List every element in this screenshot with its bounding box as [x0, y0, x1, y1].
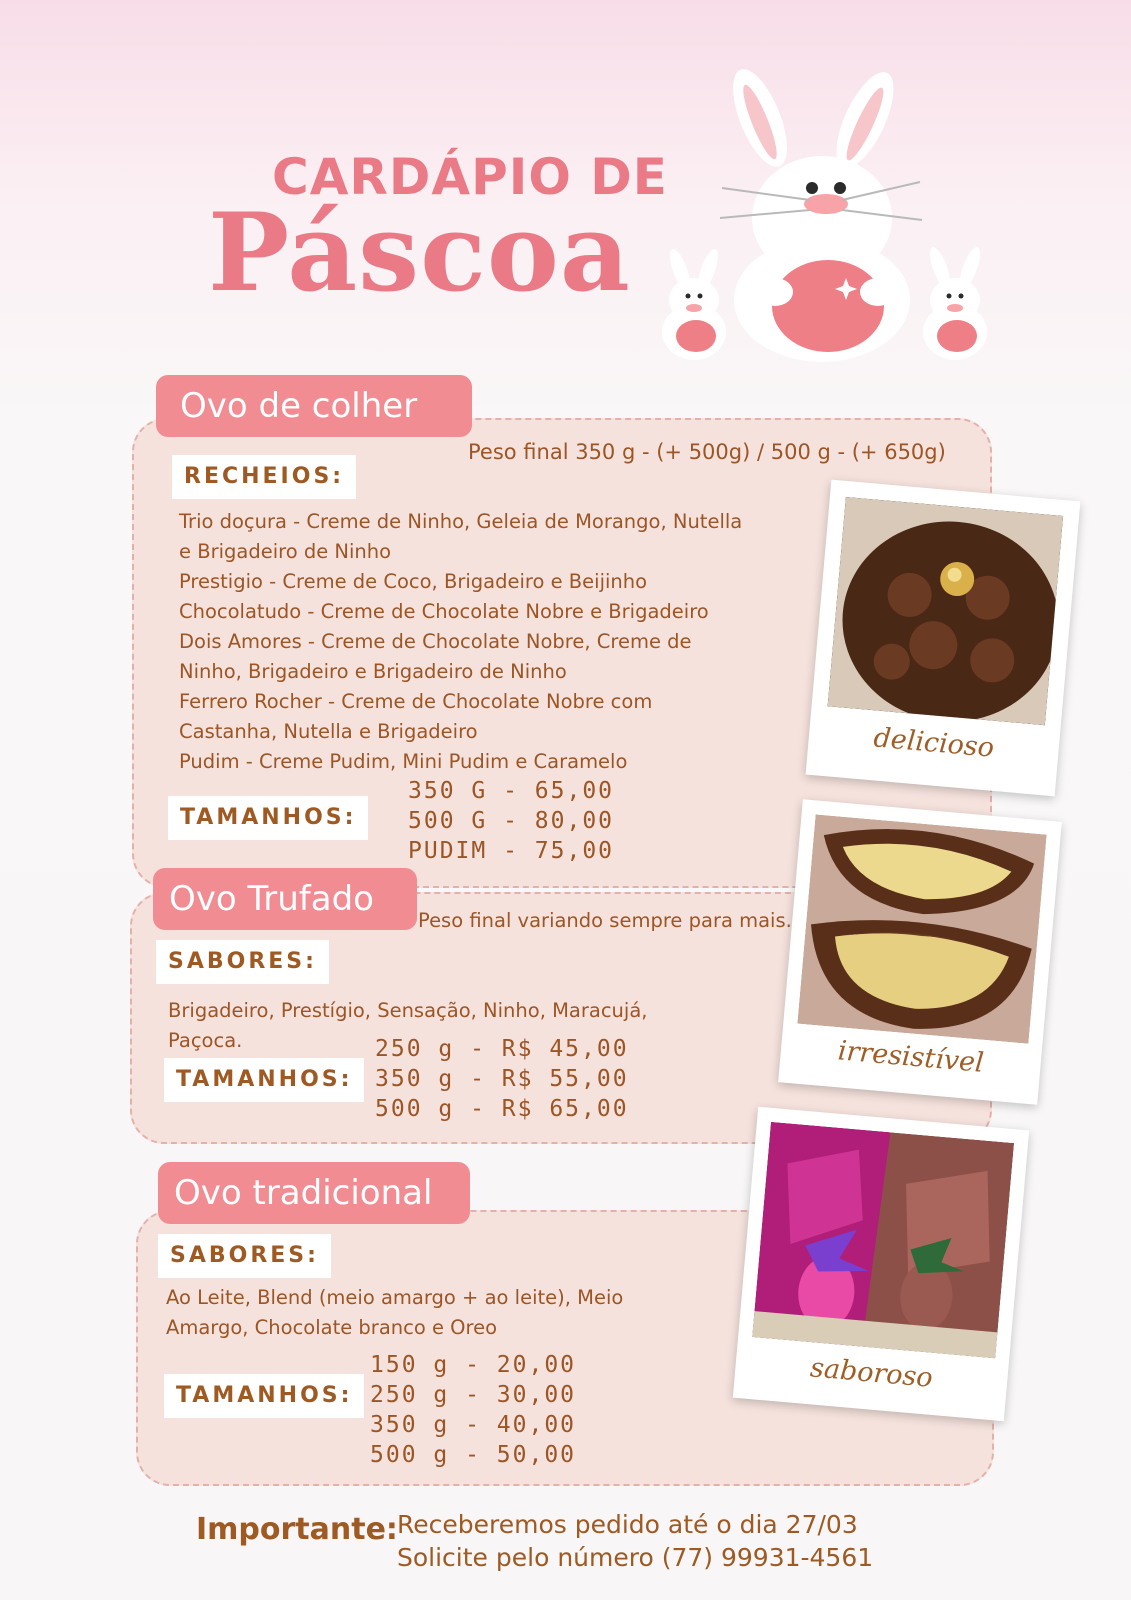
- size-line: 500 g - R$ 65,00: [375, 1096, 629, 1122]
- filling-line: Castanha, Nutella e Brigadeiro: [179, 720, 478, 743]
- caption-trufado: irresistível: [836, 1035, 985, 1079]
- photo-trufado: [797, 814, 1046, 1043]
- caption-tradicional: saboroso: [808, 1352, 934, 1394]
- flavors-list-tradicional: [166, 1283, 623, 1343]
- label-sabores-tradicional: SABORES:: [158, 1234, 331, 1278]
- weight-note-trufado: Peso final variando sempre para mais.: [418, 909, 792, 932]
- filling-line: Chocolatudo - Creme de Chocolate Nobre e Brigadeiro: [179, 600, 709, 623]
- sizes-list-colher: [408, 776, 614, 866]
- size-line: 150 g - 20,00: [370, 1352, 577, 1378]
- label-tamanhos-trufado: TAMANHOS:: [164, 1058, 364, 1102]
- size-line: PUDIM - 75,00: [408, 838, 615, 864]
- size-line: 250 g - R$ 45,00: [375, 1036, 629, 1062]
- filling-line: Ninho, Brigadeiro e Brigadeiro de Ninho: [179, 660, 567, 683]
- polaroid-trufado: [778, 799, 1062, 1105]
- size-line: 350 g - R$ 55,00: [375, 1066, 629, 1092]
- label-tamanhos-colher: TAMANHOS:: [168, 796, 368, 840]
- flavor-line: Paçoca.: [168, 1029, 243, 1052]
- header-title-big: Páscoa: [208, 190, 631, 316]
- polaroid-colher: [806, 480, 1081, 797]
- size-line: 500 G - 80,00: [408, 808, 615, 834]
- fillings-list: [179, 507, 742, 777]
- filling-line: Dois Amores - Creme de Chocolate Nobre, Creme de: [179, 630, 692, 653]
- size-line: 250 g - 30,00: [370, 1382, 577, 1408]
- filling-line: Trio doçura - Creme de Ninho, Geleia de Morango, Nutella: [179, 510, 743, 533]
- flavor-line: Brigadeiro, Prestígio, Sensação, Ninho, Maracujá,: [168, 999, 648, 1022]
- flavor-line: Amargo, Chocolate branco e Oreo: [166, 1316, 498, 1339]
- filling-line: Prestigio - Creme de Coco, Brigadeiro e Beijinho: [179, 570, 648, 593]
- sizes-list-trufado: [375, 1034, 629, 1124]
- caption-colher: delicioso: [872, 722, 996, 764]
- label-tamanhos-tradicional: TAMANHOS:: [164, 1374, 364, 1418]
- size-line: 500 g - 50,00: [370, 1442, 577, 1468]
- important-lines: [397, 1508, 873, 1574]
- filling-line: Ferrero Rocher - Creme de Chocolate Nobre com: [179, 690, 653, 713]
- important-line: Receberemos pedido até o dia 27/03: [397, 1510, 858, 1539]
- wrapped-eggs-icon: [752, 1122, 1014, 1358]
- photo-tradicional: [752, 1122, 1014, 1358]
- label-sabores-trufado: SABORES:: [156, 940, 329, 984]
- filling-line: Pudim - Creme Pudim, Mini Pudim e Caramelo: [179, 750, 628, 773]
- important-line: Solicite pelo número (77) 99931-4561: [397, 1543, 874, 1572]
- header-title-small: CARDÁPIO DE: [272, 148, 668, 206]
- weight-note-colher: Peso final 350 g - (+ 500g) / 500 g - (+ 650g): [468, 440, 946, 464]
- important-label: Importante:: [196, 1512, 398, 1547]
- size-line: 350 G - 65,00: [408, 778, 615, 804]
- label-recheios: RECHEIOS:: [172, 455, 356, 499]
- truffled-egg-icon: [797, 814, 1046, 1043]
- big-bunny-icon: [720, 62, 922, 362]
- bunnies-illustration: [650, 60, 1070, 380]
- small-bunny-right-icon: [923, 245, 987, 360]
- filling-line: e Brigadeiro de Ninho: [179, 540, 392, 563]
- chocolate-egg-icon: [828, 497, 1063, 725]
- polaroid-tradicional: [733, 1107, 1029, 1422]
- section-title-ovo-de-colher: Ovo de colher: [156, 375, 472, 437]
- section-title-ovo-tradicional: Ovo tradicional: [158, 1162, 470, 1224]
- size-line: 350 g - 40,00: [370, 1412, 577, 1438]
- small-bunny-left-icon: [662, 247, 726, 360]
- photo-colher: [828, 497, 1063, 725]
- flavor-line: Ao Leite, Blend (meio amargo + ao leite), Meio: [166, 1286, 624, 1309]
- section-title-ovo-trufado: Ovo Trufado: [153, 868, 417, 930]
- sizes-list-tradicional: [370, 1350, 576, 1470]
